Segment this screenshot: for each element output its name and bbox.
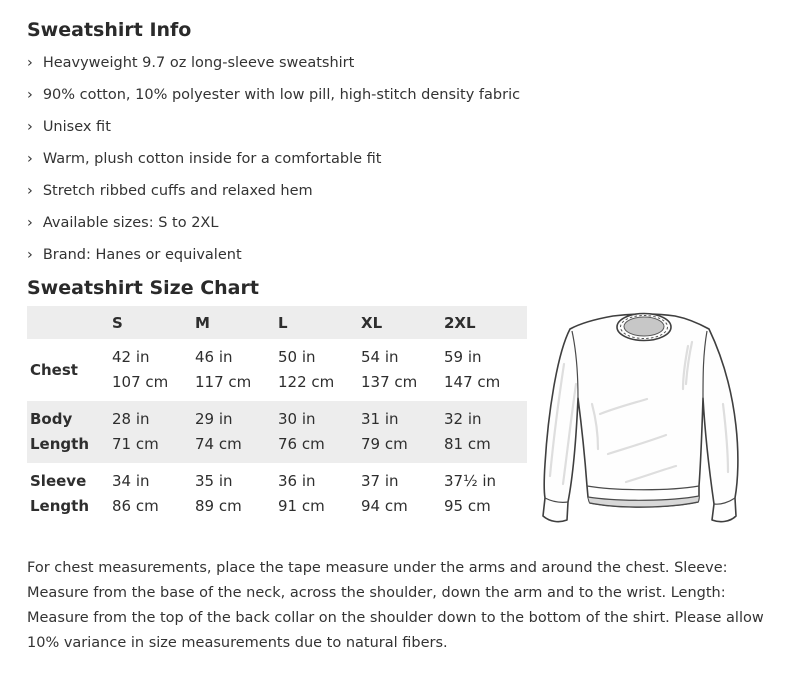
measurement-inches: 29 in bbox=[195, 410, 233, 428]
measurement-cm: 89 cm bbox=[195, 497, 242, 515]
measurement-cm: 91 cm bbox=[278, 497, 325, 515]
sweatshirt-line-drawing bbox=[540, 304, 750, 526]
size-chart-corner-cell bbox=[27, 306, 112, 339]
measurement-inches: 32 in bbox=[444, 410, 482, 428]
measurement-cell bbox=[112, 401, 195, 463]
info-bullet-item bbox=[27, 213, 772, 233]
bullet-arrow-glyph: › bbox=[27, 183, 33, 199]
measurement-cell bbox=[278, 339, 361, 401]
measurement-cm: 71 cm bbox=[112, 435, 159, 453]
size-column-header: 2XL bbox=[444, 314, 476, 332]
bullet-text: Brand: Hanes or equivalent bbox=[42, 247, 242, 263]
bullet-text: Stretch ribbed cuffs and relaxed hem bbox=[42, 183, 313, 199]
bullet-arrow-glyph: › bbox=[27, 55, 33, 71]
info-bullet-item bbox=[27, 53, 772, 73]
size-chart-row bbox=[27, 401, 527, 463]
size-column-header: XL bbox=[361, 314, 383, 332]
measurement-cm: 94 cm bbox=[361, 497, 408, 515]
info-bullet-item bbox=[27, 117, 772, 137]
size-column-header: L bbox=[278, 314, 288, 332]
measurement-cm: 95 cm bbox=[444, 497, 491, 515]
bullet-text: 90% cotton, 10% polyester with low pill, high-stitch density fabric bbox=[42, 87, 521, 103]
measurement-cell bbox=[278, 401, 361, 463]
measurement-inches: 36 in bbox=[278, 472, 316, 490]
size-chart-title: Sweatshirt Size Chart bbox=[27, 277, 259, 299]
bullet-arrow-glyph: › bbox=[27, 247, 33, 263]
size-column-header: S bbox=[112, 314, 123, 332]
bullet-arrow-glyph: › bbox=[27, 215, 33, 231]
info-bullet-item bbox=[27, 85, 772, 105]
measurement-inches: 50 in bbox=[278, 348, 316, 366]
measurement-cell bbox=[278, 463, 361, 525]
sweatshirt-illustration bbox=[540, 304, 750, 530]
measurement-inches: 31 in bbox=[361, 410, 399, 428]
measurement-inches: 37 in bbox=[361, 472, 399, 490]
measurement-inches: 46 in bbox=[195, 348, 233, 366]
measurement-cell bbox=[361, 401, 444, 463]
measurement-label: Body Length bbox=[30, 410, 89, 453]
measurement-cell bbox=[195, 339, 278, 401]
measurement-inches: 34 in bbox=[112, 472, 150, 490]
measurement-cm: 117 cm bbox=[195, 373, 252, 391]
bullet-arrow-glyph: › bbox=[27, 151, 33, 167]
measurement-cell bbox=[444, 463, 527, 525]
bullet-text: Heavyweight 9.7 oz long-sleeve sweatshirt bbox=[42, 55, 355, 71]
size-chart-row bbox=[27, 463, 527, 525]
measurement-inches: 42 in bbox=[112, 348, 150, 366]
measurement-cm: 137 cm bbox=[361, 373, 418, 391]
measurement-label: Chest bbox=[30, 360, 78, 379]
measurement-cm: 79 cm bbox=[361, 435, 408, 453]
measurement-label: Sleeve Length bbox=[30, 472, 89, 515]
info-bullet-item bbox=[27, 181, 772, 201]
size-chart-header-row bbox=[27, 306, 527, 339]
measurement-cell bbox=[361, 339, 444, 401]
measurement-inches: 59 in bbox=[444, 348, 482, 366]
measurement-inches: 28 in bbox=[112, 410, 150, 428]
measurement-cm: 86 cm bbox=[112, 497, 159, 515]
measurement-cm: 147 cm bbox=[444, 373, 501, 391]
measurement-cm: 122 cm bbox=[278, 373, 335, 391]
bullet-arrow-glyph: › bbox=[27, 87, 33, 103]
size-column-header: M bbox=[195, 314, 210, 332]
info-title: Sweatshirt Info bbox=[27, 19, 192, 41]
size-chart-body bbox=[27, 339, 527, 525]
bullet-text: Available sizes: S to 2XL bbox=[42, 215, 219, 231]
measurement-cell bbox=[195, 463, 278, 525]
bullet-text: Unisex fit bbox=[42, 119, 111, 135]
measurement-cell bbox=[195, 401, 278, 463]
measurement-cell bbox=[361, 463, 444, 525]
size-chart-table bbox=[27, 306, 527, 525]
measurement-cm: 74 cm bbox=[195, 435, 242, 453]
measurement-cm: 81 cm bbox=[444, 435, 491, 453]
measurement-inches: 35 in bbox=[195, 472, 233, 490]
bullet-text: Warm, plush cotton inside for a comfortable fit bbox=[42, 151, 382, 167]
bullet-arrow-glyph: › bbox=[27, 119, 33, 135]
measurement-cell bbox=[112, 339, 195, 401]
measurement-cm: 107 cm bbox=[112, 373, 169, 391]
size-chart-section bbox=[27, 306, 772, 530]
measurement-cell bbox=[112, 463, 195, 525]
measurement-inches: 37½ in bbox=[444, 472, 497, 490]
measurement-cell bbox=[444, 401, 527, 463]
info-bullet-item bbox=[27, 149, 772, 169]
measurement-cm: 76 cm bbox=[278, 435, 325, 453]
size-chart-row bbox=[27, 339, 527, 401]
measurement-inches: 54 in bbox=[361, 348, 399, 366]
info-bullet-item bbox=[27, 245, 772, 265]
info-bullet-list bbox=[27, 53, 772, 265]
measurement-inches: 30 in bbox=[278, 410, 316, 428]
measurement-instructions: For chest measurements, place the tape measure under the arms and around the chest. Sleeve: Measure from the base of the neck, across the shoulder, down the arm and to the wrist. Length: Measure from the top of the back collar on the shoulder down to the bottom of the shirt. Please allow 10% variance in size measurements due to natural fibers. bbox=[27, 560, 764, 651]
measurement-cell bbox=[444, 339, 527, 401]
